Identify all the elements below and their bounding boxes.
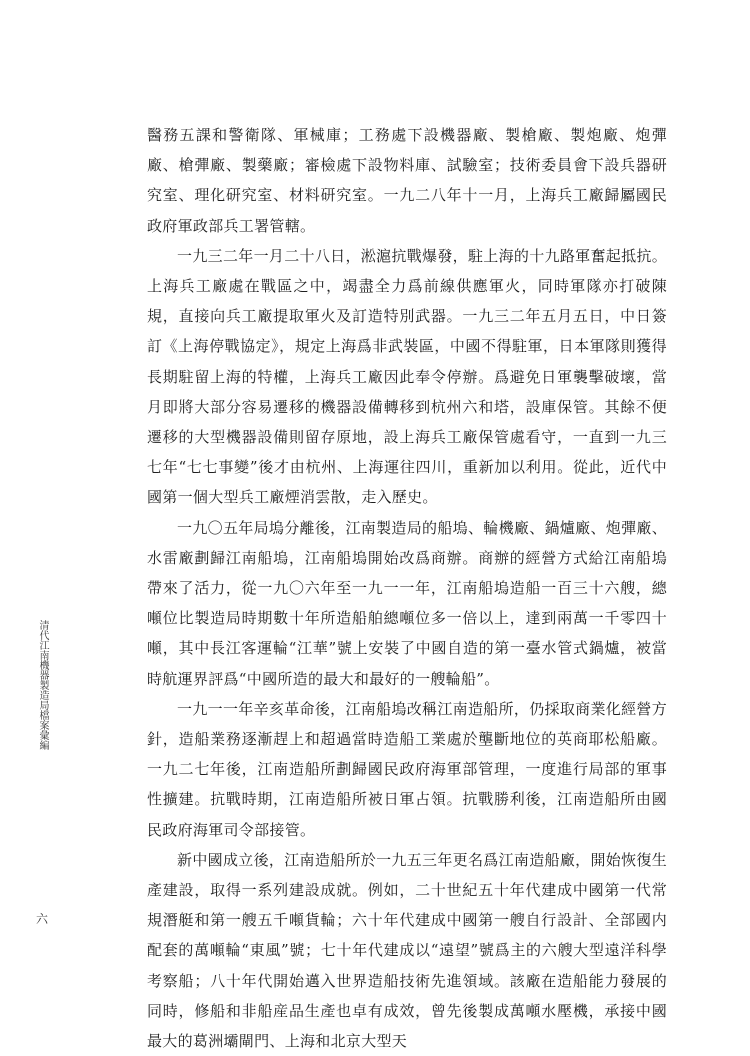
page-number: 六 xyxy=(36,912,49,926)
running-title: 清代江南機器製造局檔案彙編 xyxy=(37,620,48,750)
paragraph: 新中國成立後，江南造船所於一九五三年更名爲江南造船廠，開始恢復生產建設，取得一系列建設成就。例如，二十世紀五十年代建成中國第一代常規潛艇和第一艘五千噸貨輪；六十年代建成中國第一艘自行設計、全部國内配套的萬噸輪“東風”號；七十年代建成以“遠望”號爲主的六艘大型遠洋科學考察船；八十年代開始邁入世界造船技術先進領域。該廠在造船能力發展的同時，修船和非船産品生產也卓有成效，曾先後製成萬噸水壓機，承接中國最大的葛洲壩閘門、上海和北京大型天 xyxy=(147,850,667,1051)
paragraph: 一九一一年辛亥革命後，江南船塢改稱江南造船所，仍採取商業化經營方針，造船業務逐漸趕上和超過當時造船工業處於壟斷地位的英商耶松船廠。一九二七年後，江南造船所劃歸國民政府海軍部管理，一度進行局部的軍事性擴建。抗戰時期，江南造船所被日軍占領。抗戰勝利後，江南造船所由國民政府海軍司令部接管。 xyxy=(147,699,667,839)
paragraph: 一九三二年一月二十八日，淞滬抗戰爆發，駐上海的十九路軍奮起抵抗。上海兵工廠處在戰區之中，竭盡全力爲前線供應軍火，同時軍隊亦打破陳規，直接向兵工廠提取軍火及訂造特別武器。一九三二年五月五日，中日簽訂《上海停戰協定》，規定上海爲非武裝區，中國不得駐軍，日本軍隊則獲得長期駐留上海的特權，上海兵工廠因此奉令停辦。爲避免日軍襲擊破壞，當月即將大部分容易遷移的機器設備轉移到杭州六和塔，設庫保管。其餘不便遷移的大型機器設備則留存原地，設上海兵工廠保管處看守，一直到一九三七年“七七事變”後才由杭州、上海運往四川，重新加以利用。從此，近代中國第一個大型兵工廠煙消雲散，走入歷史。 xyxy=(147,246,667,507)
paragraph: 一九〇五年局塢分離後，江南製造局的船塢、輪機廠、鍋爐廠、炮彈廠、水雷廠劃歸江南船塢，江南船塢開始改爲商辦。商辦的經營方式給江南船塢帶來了活力，從一九〇六年至一九一一年，江南船塢造船一百三十六艘，總噸位比製造局時期數十年所造船舶總噸位多一倍以上，達到兩萬一千零四十噸，其中長江客運輪“江華”號上安裝了中國自造的第一臺水管式鍋爐，被當時航運界評爲“中國所造的最大和最好的一艘輪船”。 xyxy=(147,518,667,688)
main-text xyxy=(147,120,667,1056)
paragraph: 醫務五課和警衛隊、軍械庫；工務處下設機器廠、製槍廠、製炮廠、炮彈廠、槍彈廠、製藥廠；審檢處下設物料庫、試驗室；技術委員會下設兵器研究室、理化研究室、材料研究室。一九二八年十一月，上海兵工廠歸屬國民政府軍政部兵工署管轄。 xyxy=(147,126,667,235)
